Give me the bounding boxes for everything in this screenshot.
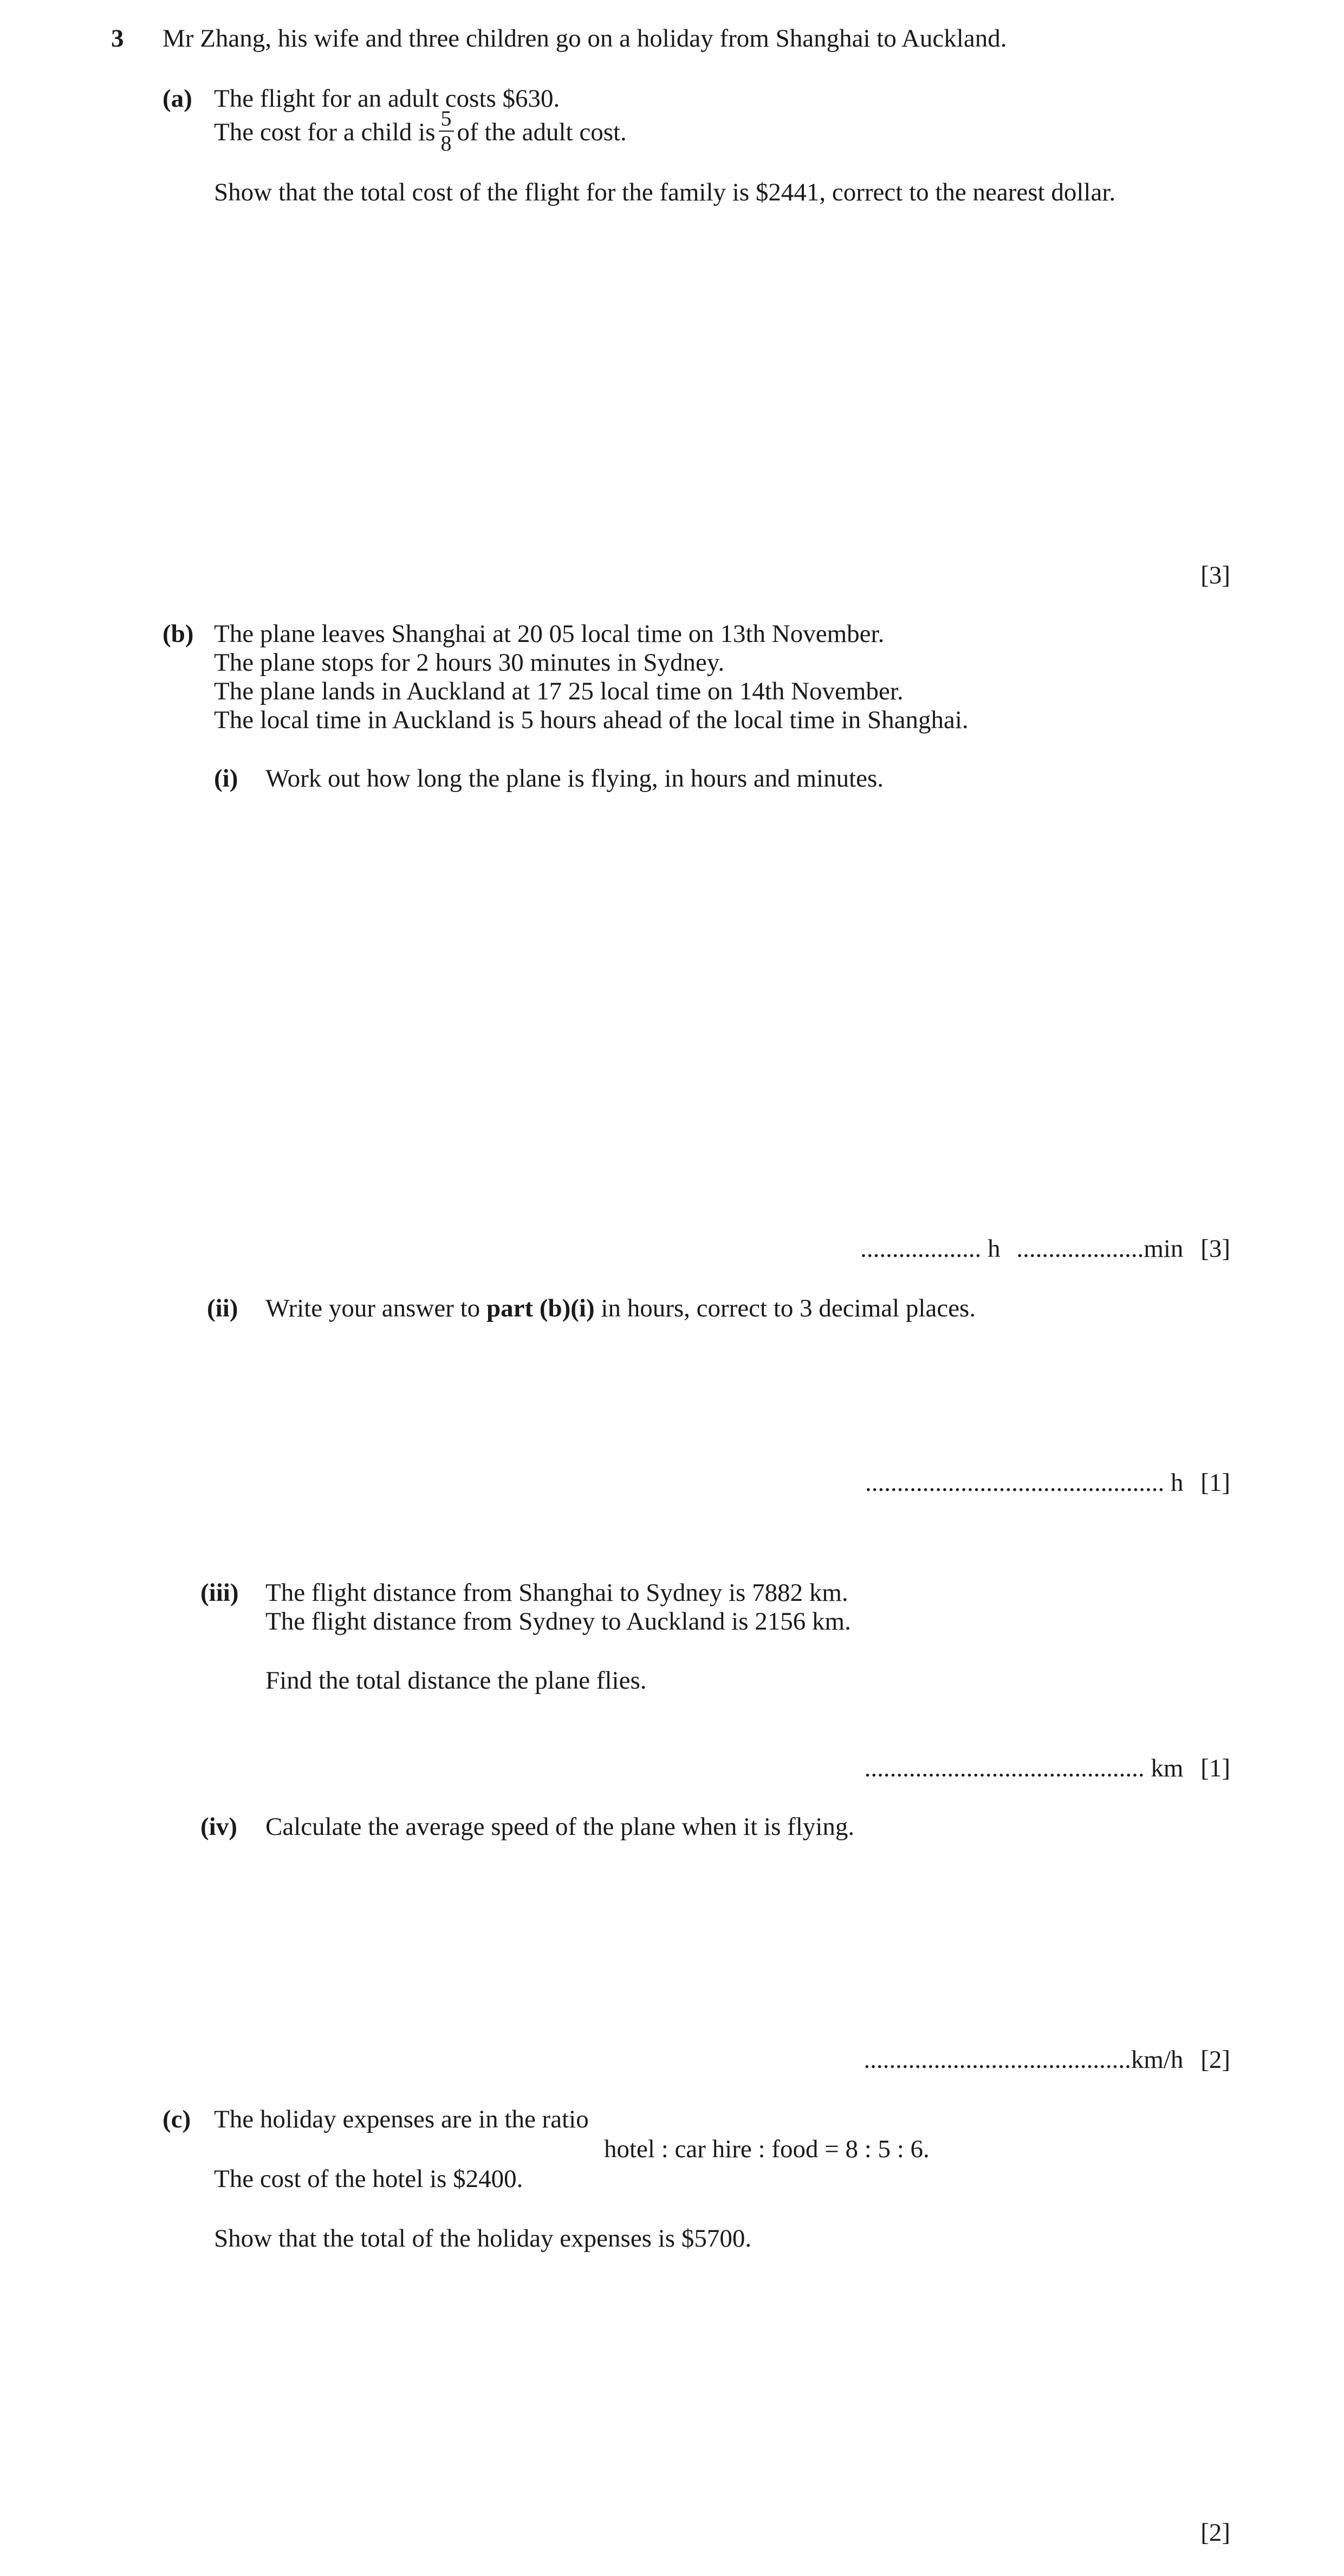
part-a-instruction: Show that the total cost of the flight for the family is $2441, correct to the nearest dollar. — [214, 178, 1116, 206]
answer-dots-minutes[interactable]: .................... — [1016, 1235, 1144, 1263]
answer-dots-hours[interactable]: ................... — [860, 1235, 982, 1263]
part-b-i-text: Work out how long the plane is flying, in hours and minutes. — [265, 764, 884, 793]
part-b-iv-text: Calculate the average speed of the plane when it is flying. — [265, 1813, 855, 1841]
answer-dots-b-ii[interactable]: ............................................... — [865, 1469, 1165, 1497]
fraction-denominator: 8 — [440, 131, 452, 155]
answer-dots-b-iii[interactable]: ............................................ — [864, 1754, 1145, 1782]
part-a-line1: The flight for an adult costs $630. — [214, 85, 560, 113]
part-b-iii-line2: The flight distance from Sydney to Auckland is 2156 km. — [265, 1607, 851, 1636]
part-b-ii-text-bold: part (b)(i) — [486, 1294, 595, 1322]
part-b-i-label: (i) — [214, 764, 238, 793]
fraction-numerator: 5 — [439, 108, 454, 132]
part-a-line2 — [214, 106, 627, 158]
part-c-line2: The cost of the hotel is $2400. — [214, 2165, 523, 2193]
part-c-label: (c) — [163, 2105, 191, 2133]
part-a-line2-after: of the adult cost. — [457, 118, 627, 146]
answer-line-b-iv — [863, 2045, 1230, 2074]
question-number: 3 — [111, 24, 124, 53]
answer-line-b-iii — [865, 1754, 1230, 1783]
part-b-iii-instruction: Find the total distance the plane flies. — [265, 1666, 647, 1695]
unit-h-b-ii: h — [1170, 1469, 1184, 1497]
answer-line-b-ii — [865, 1468, 1230, 1497]
part-b-ii-text-before: Write your answer to — [265, 1294, 481, 1322]
part-a-label: (a) — [163, 85, 192, 113]
fraction — [439, 108, 454, 154]
part-b-label: (b) — [163, 620, 194, 648]
part-b-iii-marks: [1] — [1200, 1754, 1230, 1782]
unit-min: min — [1144, 1235, 1184, 1263]
part-c-marks: [2] — [1200, 2519, 1230, 2547]
part-a-line2-before: The cost for a child is — [214, 118, 436, 146]
part-b-line2: The plane stops for 2 hours 30 minutes in Sydney. — [214, 648, 725, 677]
part-b-ii-text-after: in hours, correct to 3 decimal places. — [601, 1294, 976, 1322]
question-intro: Mr Zhang, his wife and three children go on a holiday from Shanghai to Auckland. — [163, 24, 1007, 53]
part-b-ii-label: (ii) — [207, 1294, 238, 1322]
part-b-line1: The plane leaves Shanghai at 20 05 local time on 13th November. — [214, 620, 885, 648]
part-b-iv-marks: [2] — [1200, 2046, 1230, 2074]
unit-km-h: km/h — [1131, 2046, 1184, 2074]
part-b-iv-label: (iv) — [200, 1813, 237, 1841]
part-c-instruction: Show that the total of the holiday expenses is $5700. — [214, 2224, 752, 2253]
part-c-ratio: hotel : car hire : food = 8 : 5 : 6. — [604, 2135, 930, 2163]
part-b-ii-text — [265, 1294, 976, 1323]
part-b-line4: The local time in Auckland is 5 hours ahead of the local time in Shanghai. — [214, 706, 969, 734]
part-b-i-marks: [3] — [1200, 1235, 1230, 1263]
part-b-iii-line1: The flight distance from Shanghai to Sydney is 7882 km. — [265, 1579, 848, 1607]
part-c-line1: The holiday expenses are in the ratio — [214, 2105, 589, 2133]
part-b-iii-label: (iii) — [200, 1579, 239, 1607]
part-b-line3: The plane lands in Auckland at 17 25 local time on 14th November. — [214, 677, 904, 705]
part-a-marks: [3] — [1200, 561, 1230, 589]
unit-km: km — [1151, 1754, 1184, 1782]
answer-line-b-i — [860, 1234, 1230, 1263]
answer-dots-b-iv[interactable]: .......................................... — [863, 2046, 1131, 2074]
unit-h: h — [988, 1235, 1001, 1263]
part-b-ii-marks: [1] — [1200, 1469, 1230, 1497]
